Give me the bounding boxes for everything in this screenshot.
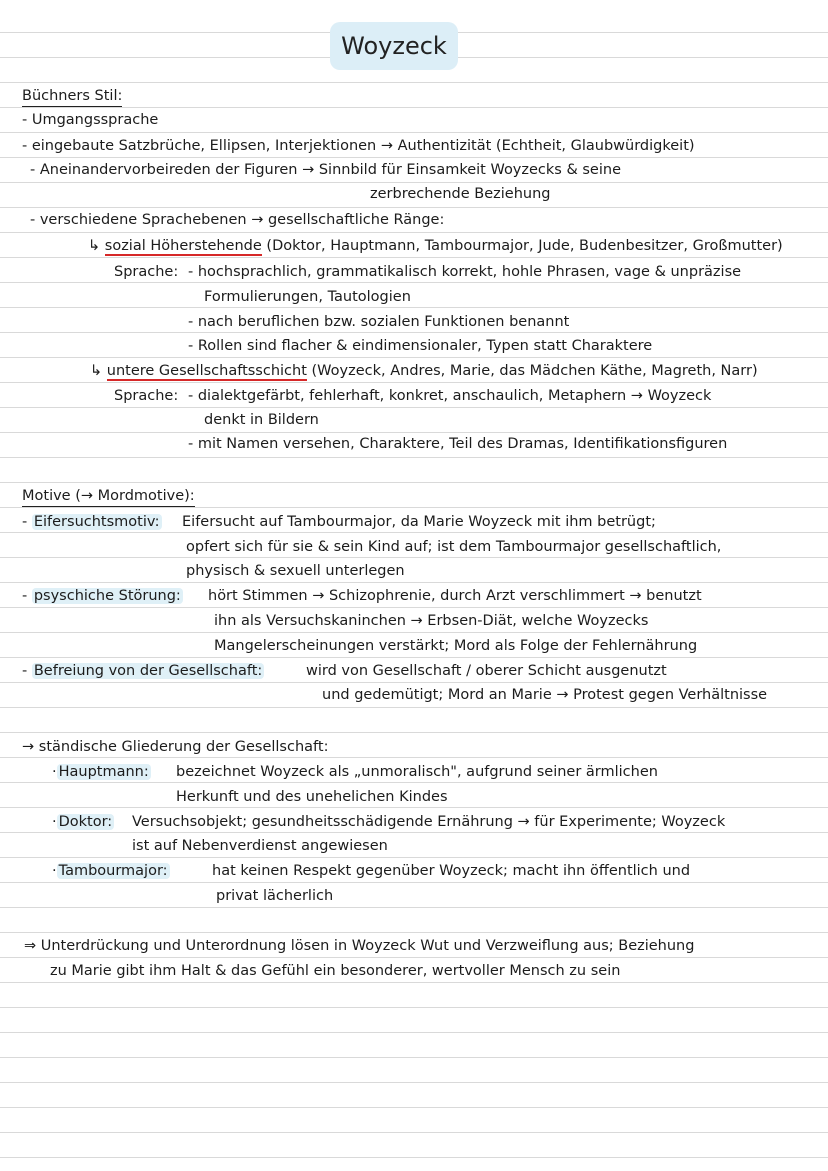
estate-text: Versuchsobjekt; gesundheitsschädigende Ernährung → für Experimente; Woyzeck xyxy=(132,814,726,830)
motif-dash: - xyxy=(22,514,28,530)
upper-class-label: sozial Höherstehende xyxy=(104,238,262,254)
estate-label: · Doktor: xyxy=(52,814,113,830)
section-heading-style: Büchners Stil: xyxy=(22,86,122,107)
estate-label: · Tambourmajor: xyxy=(52,863,168,879)
upper-language-line: - nach beruflichen bzw. sozialen Funktionen benannt xyxy=(188,314,570,330)
motif-text: opfert sich für sie & sein Kind auf; ist dem Tambourmajor gesellschaftlich, xyxy=(186,539,722,555)
upper-language-line: Formulierungen, Tautologien xyxy=(204,289,411,305)
style-item: - verschiedene Sprachebenen → gesellschaftliche Ränge: xyxy=(30,212,445,228)
lower-class-line xyxy=(90,361,758,381)
style-item: zerbrechende Beziehung xyxy=(370,186,551,202)
upper-class-line xyxy=(88,236,783,256)
sub-arrow-icon: ↳ xyxy=(88,238,101,254)
style-item: - eingebaute Satzbrüche, Ellipsen, Interjektionen → Authentizität (Echtheit, Glaubwürdigkeit) xyxy=(22,138,695,154)
motif-text: ihn als Versuchskaninchen → Erbsen-Diät, welche Woyzecks xyxy=(214,613,649,629)
conclusion-line: ⇒ Unterdrückung und Unterordnung lösen in Woyzeck Wut und Verzweiflung aus; Beziehung xyxy=(24,938,695,954)
motif-text: Eifersucht auf Tambourmajor, da Marie Woyzeck mit ihm betrügt; xyxy=(182,514,656,530)
motif-text: hört Stimmen → Schizophrenie, durch Arzt verschlimmert → benutzt xyxy=(208,588,702,604)
motif-text: und gedemütigt; Mord an Marie → Protest gegen Verhältnisse xyxy=(322,687,768,703)
estate-label-text: Hauptmann: xyxy=(58,764,149,780)
lower-class-members: (Woyzeck, Andres, Marie, das Mädchen Käthe, Magreth, Narr) xyxy=(311,363,758,379)
lower-language-label: Sprache: xyxy=(114,388,179,404)
motif-label: psyschiche Störung: xyxy=(33,588,181,604)
lower-class-label: untere Gesellschaftsschicht xyxy=(106,363,307,379)
sub-arrow-icon: ↳ xyxy=(90,363,103,379)
style-item: - Aneinandervorbeireden der Figuren → Sinnbild für Einsamkeit Woyzecks & seine xyxy=(30,162,621,178)
conclusion-line: zu Marie gibt ihm Halt & das Gefühl ein besonderer, wertvoller Mensch zu sein xyxy=(50,963,621,979)
section-heading-estates: → ständische Gliederung der Gesellschaft: xyxy=(22,739,329,755)
motif-label-line xyxy=(22,661,264,681)
motif-dash: - xyxy=(22,588,28,604)
estate-text: Herkunft und des unehelichen Kindes xyxy=(176,789,448,805)
motif-label: Befreiung von der Gesellschaft: xyxy=(33,663,263,679)
motif-label: Eifersuchtsmotiv: xyxy=(33,514,160,530)
page-title-text: Woyzeck xyxy=(341,32,447,60)
lower-language-line: - mit Namen versehen, Charaktere, Teil des Dramas, Identifikationsfiguren xyxy=(188,436,728,452)
lower-language-line: denkt in Bildern xyxy=(204,412,319,428)
motif-text: Mangelerscheinungen verstärkt; Mord als Folge der Fehlernährung xyxy=(214,638,698,654)
motif-label-line xyxy=(22,512,162,532)
estate-label: · Hauptmann: xyxy=(52,764,149,780)
estate-text: privat lächerlich xyxy=(216,888,334,904)
estate-text: bezeichnet Woyzeck als „unmoralisch", aufgrund seiner ärmlichen xyxy=(176,764,658,780)
upper-language-label: Sprache: xyxy=(114,264,179,280)
upper-language-line: - hochsprachlich, grammatikalisch korrekt, hohle Phrasen, vage & unpräzise xyxy=(188,264,742,280)
page-title xyxy=(330,22,458,70)
lower-language-line: - dialektgefärbt, fehlerhaft, konkret, anschaulich, Metaphern → Woyzeck xyxy=(188,388,712,404)
section-heading-motives: Motive (→ Mordmotive): xyxy=(22,486,195,507)
motif-label-line xyxy=(22,586,183,606)
motif-dash: - xyxy=(22,663,28,679)
estate-label-text: Tambourmajor: xyxy=(58,863,168,879)
estate-text: ist auf Nebenverdienst angewiesen xyxy=(132,838,388,854)
estate-text: hat keinen Respekt gegenüber Woyzeck; macht ihn öffentlich und xyxy=(212,863,691,879)
estate-label-text: Doktor: xyxy=(58,814,113,830)
upper-class-members: (Doktor, Hauptmann, Tambourmajor, Jude, Budenbesitzer, Großmutter) xyxy=(266,238,783,254)
motif-text: wird von Gesellschaft / oberer Schicht ausgenutzt xyxy=(306,663,667,679)
style-item: - Umgangssprache xyxy=(22,112,159,128)
motif-text: physisch & sexuell unterlegen xyxy=(186,563,405,579)
upper-language-line: - Rollen sind flacher & eindimensionaler, Typen statt Charaktere xyxy=(188,338,653,354)
